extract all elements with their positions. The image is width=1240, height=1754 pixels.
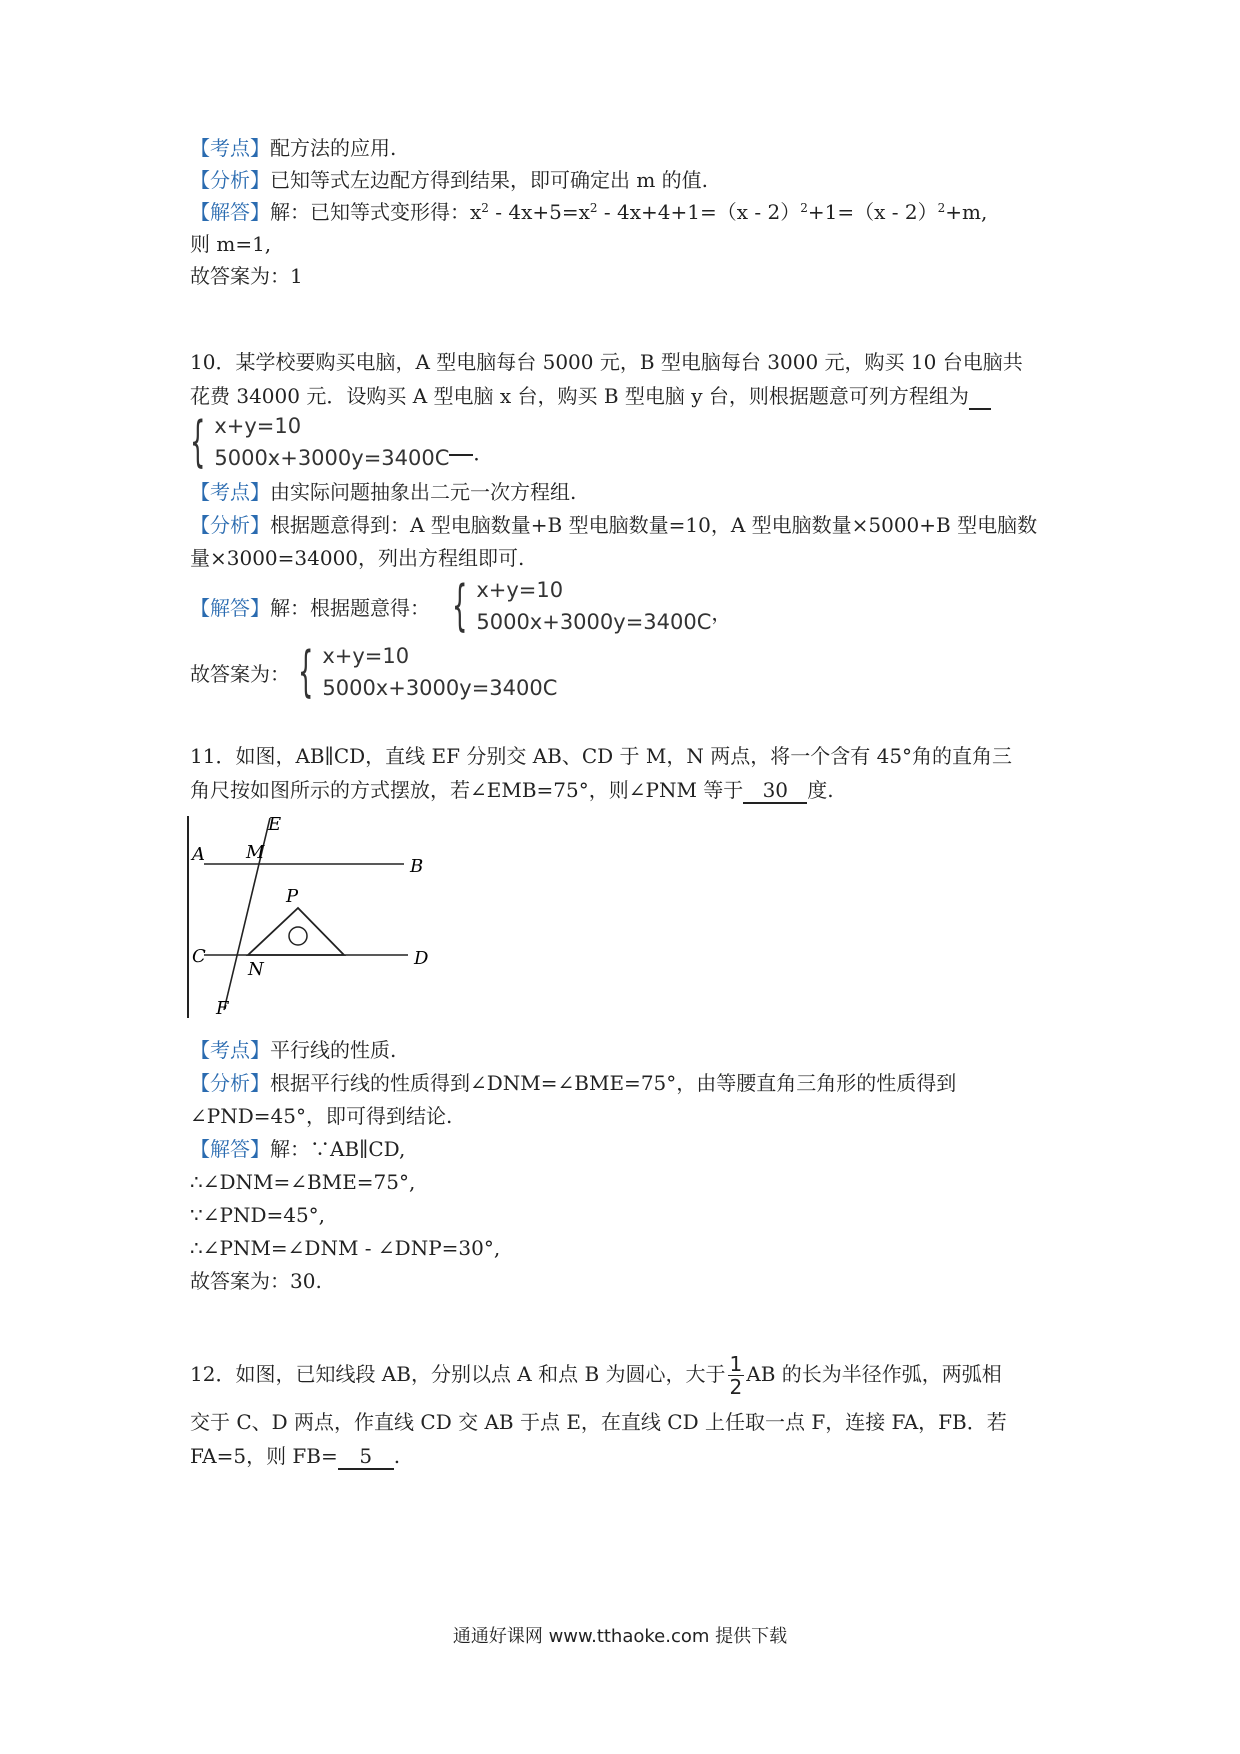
q10-answer: 故答案为：: [190, 662, 290, 686]
q10-stem1: 10．某学校要购买电脑，A 型电脑每台 5000 元，B 型电脑每台 3000 元，购买 10 台电脑共: [190, 350, 1023, 374]
q9-jieda-part: - 4x+4+1=（x - 2）: [597, 200, 801, 224]
fraction-numerator: 1: [729, 1352, 743, 1376]
brace-icon: {: [452, 574, 468, 637]
q10-answer-system: [298, 640, 557, 704]
q10-blank: [969, 384, 991, 410]
q9-jieda-part: +1=（x - 2）: [807, 200, 938, 224]
page-footer: 通通好课网 www.tthaoke.com 提供下载: [452, 1626, 788, 1647]
q12-stem1a: 12．如图，已知线段 AB，分别以点 A 和点 B 为圆心，大于: [190, 1362, 726, 1386]
brace-icon: {: [298, 640, 314, 703]
q10-fenxi-line: [190, 511, 1037, 539]
q12-stem2: 交于 C、D 两点，作直线 CD 交 AB 于点 E，在直线 CD 上任取一点 F，连接 FA，FB．若: [190, 1410, 1007, 1434]
q11-stem2a: 角尺按如图所示的方式摆放，若∠EMB=75°，则∠PNM 等于: [190, 778, 744, 802]
q9-fenxi-line: [190, 166, 708, 194]
kaodian-tag: 【考点】: [190, 480, 270, 504]
q11-jieda: 解：∵AB∥CD,: [270, 1137, 406, 1161]
equation-2: 5000x+3000y=3400C: [214, 446, 450, 470]
q9-jieda-line: [190, 198, 987, 226]
equation-1: x+y=10: [476, 578, 564, 602]
q9-fenxi: 已知等式左边配方得到结果，即可确定出 m 的值.: [270, 168, 709, 192]
q11-stem2b: 度.: [807, 778, 834, 802]
q11-figure: [186, 812, 436, 1022]
jieda-tag: 【解答】: [190, 1137, 270, 1161]
q11-kaodian: 平行线的性质.: [270, 1038, 397, 1062]
label-m: M: [246, 842, 265, 863]
q9-kaodian: 配方法的应用.: [270, 136, 397, 160]
q12-stem3a: FA=5，则 FB=: [190, 1444, 338, 1468]
q11-stem2-line: [190, 776, 834, 804]
q11-step1: ∴∠DNM=∠BME=75°,: [190, 1170, 416, 1194]
q11-step2: ∵∠PND=45°,: [190, 1203, 326, 1227]
q12-blank: 5: [338, 1444, 394, 1470]
q10-fenxi1: 根据题意得到：A 型电脑数量+B 型电脑数量=10，A 型电脑数量×5000+B 型电脑数: [270, 513, 1038, 537]
label-p: P: [286, 886, 299, 907]
q9-jieda-part: +m,: [945, 200, 988, 224]
q9-line2: 则 m=1,: [190, 232, 272, 256]
q11-jieda-line: [190, 1135, 405, 1163]
q11-kaodian-line: [190, 1036, 396, 1064]
q11-answer: 故答案为：30.: [190, 1269, 322, 1293]
jieda-tag: 【解答】: [190, 596, 270, 620]
q10-stem2-line: [190, 382, 991, 410]
q12-stem1b: AB 的长为半径作弧，两弧相: [746, 1362, 1002, 1386]
q9-kaodian-line: [190, 134, 396, 162]
label-n: N: [248, 959, 264, 980]
equation-2: 5000x+3000y=3400C: [476, 610, 712, 634]
exponent: 2: [937, 201, 946, 215]
exponent: 2: [800, 201, 808, 215]
fenxi-tag: 【分析】: [190, 513, 270, 537]
q10-jieda-system: [452, 574, 731, 638]
ruler-hole: [289, 927, 307, 945]
label-a: A: [192, 844, 205, 865]
q9-jieda-part: 解：已知等式变形得：x: [270, 200, 482, 224]
label-d: D: [414, 948, 429, 969]
q10-jieda-trail: ，: [711, 600, 732, 625]
fenxi-tag: 【分析】: [190, 1071, 270, 1095]
equation-1: x+y=10: [322, 644, 410, 668]
q11-fenxi1: 根据平行线的性质得到∠DNM=∠BME=75°，由等腰直角三角形的性质得到: [270, 1071, 957, 1095]
q10-blank-end: [449, 454, 473, 456]
q10-equation-system: [190, 410, 493, 474]
label-c: C: [192, 946, 206, 967]
q11-blank: 30: [743, 778, 807, 804]
q9-jieda-part: - 4x+5=x: [488, 200, 590, 224]
q11-stem1: 11．如图，AB∥CD，直线 EF 分别交 AB、CD 于 M，N 两点，将一个含有 45°角的直角三: [190, 744, 1013, 768]
q10-jieda-line: [190, 594, 430, 622]
q12-stem1-line: [190, 1352, 1002, 1398]
fraction: [728, 1353, 745, 1398]
q11-step3: ∴∠PNM=∠DNM - ∠DNP=30°,: [190, 1236, 501, 1260]
label-b: B: [410, 856, 424, 877]
q10-fenxi2: 量×3000=34000，列出方程组即可.: [190, 546, 525, 570]
equation-2: 5000x+3000y=3400C: [322, 676, 558, 700]
q10-kaodian-line: [190, 478, 576, 506]
q10-jieda: 解：根据题意得：: [270, 596, 430, 620]
kaodian-tag: 【考点】: [190, 1038, 270, 1062]
q10-kaodian: 由实际问题抽象出二元一次方程组.: [270, 480, 577, 504]
kaodian-tag: 【考点】: [190, 136, 270, 160]
fraction-denominator: 2: [729, 1375, 743, 1399]
q10-trail: ．: [473, 440, 494, 465]
q12-stem3-line: [190, 1442, 400, 1470]
exponent: 2: [481, 201, 489, 215]
fenxi-tag: 【分析】: [190, 168, 270, 192]
brace-icon: {: [190, 410, 206, 473]
jieda-tag: 【解答】: [190, 200, 270, 224]
exponent: 2: [589, 201, 598, 215]
label-e: E: [268, 814, 282, 835]
triangle-ruler: [248, 908, 344, 955]
equation-1: x+y=10: [214, 414, 302, 438]
label-f: F: [216, 998, 229, 1019]
q11-fenxi2: ∠PND=45°，即可得到结论.: [190, 1104, 453, 1128]
q11-fenxi-line: [190, 1069, 956, 1097]
q9-answer: 故答案为：1: [190, 264, 303, 288]
q10-stem2: 花费 34000 元．设购买 A 型电脑 x 台，购买 B 型电脑 y 台，则根据题意可列方程组为: [190, 384, 969, 408]
q12-stem3b: .: [393, 1444, 401, 1468]
